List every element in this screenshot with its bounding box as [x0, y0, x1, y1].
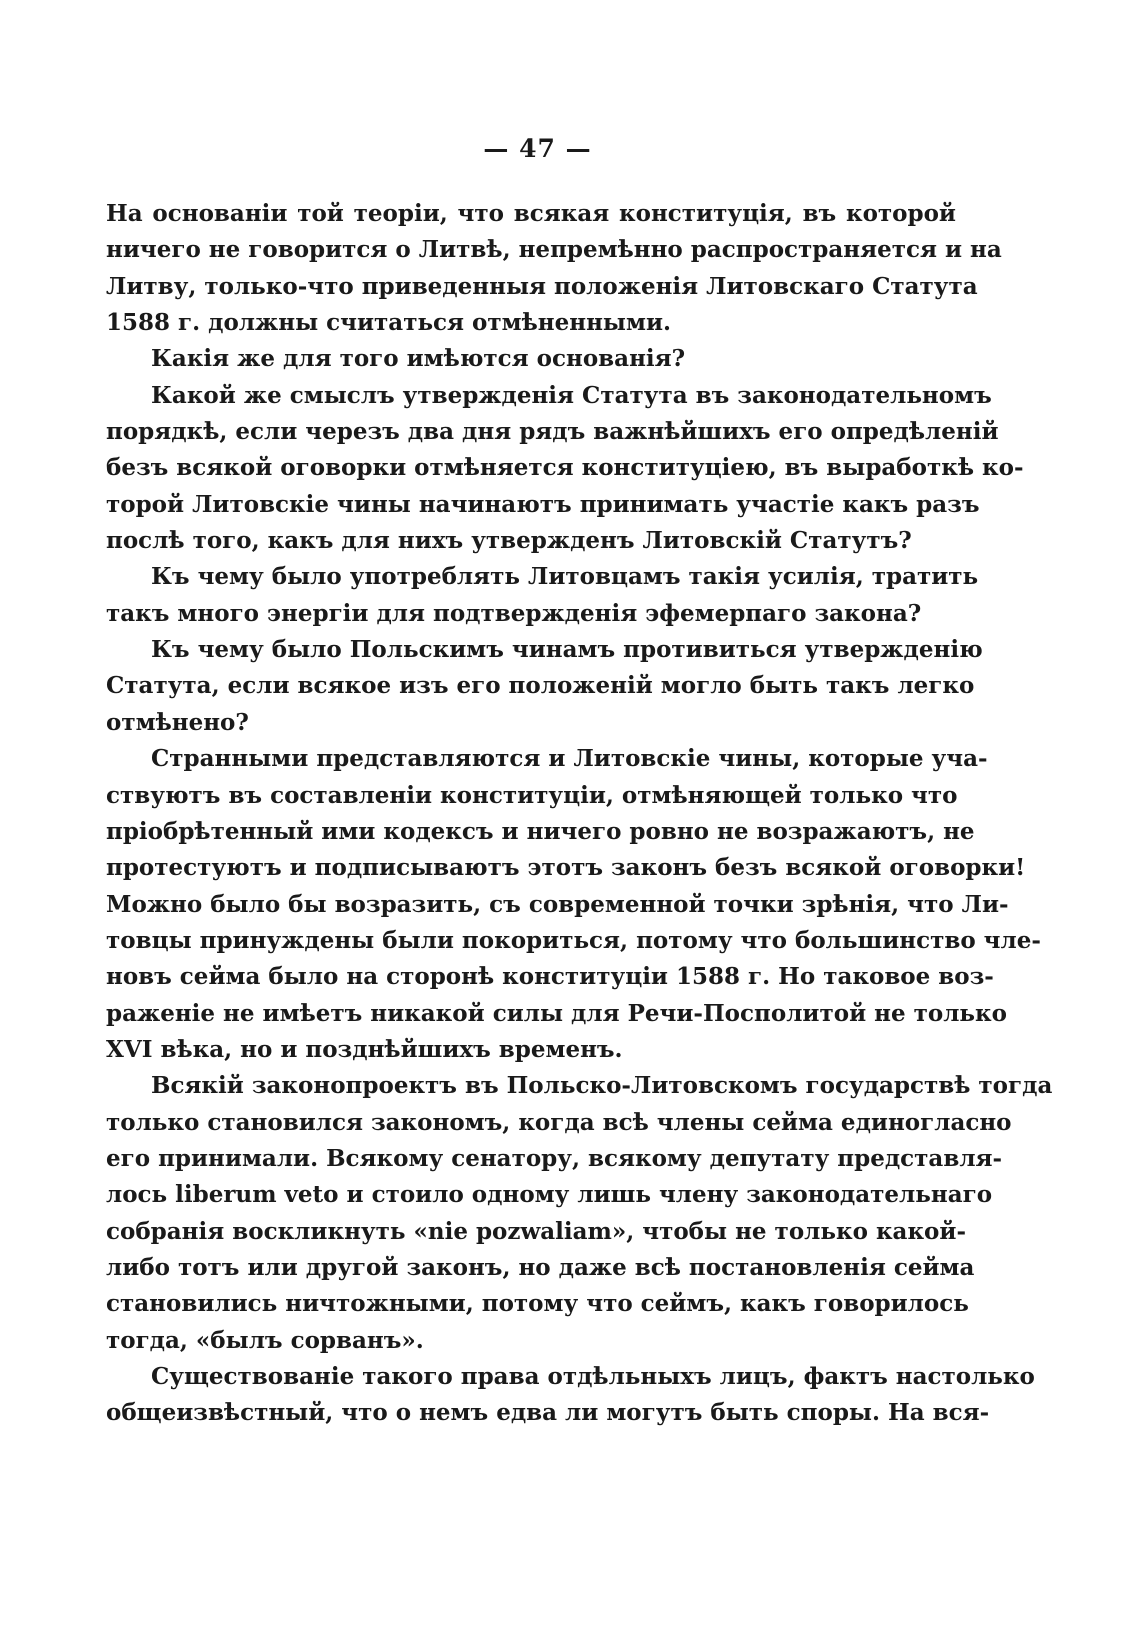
text-line: только становился закономъ, когда всѣ члены сейма единогласно [106, 1108, 1012, 1136]
text-line: протестуютъ и подписываютъ этотъ законъ безъ всякой оговорки! [106, 854, 1026, 882]
text-line: ничего не говорится о Литвѣ, непремѣнно распространяется и на [106, 236, 1002, 264]
text-line: 1588 г. должны считаться отмѣненными. [106, 309, 672, 337]
text-line: новъ сейма было на сторонѣ конституцiи 1588 г. Но таковое воз- [106, 963, 994, 991]
text-line: XVI вѣка, но и позднѣйшихъ временъ. [106, 1035, 623, 1063]
text-line: такъ много энергiи для подтвержденiя эфемерпаго закона? [106, 599, 922, 627]
text-line: Къ чему было Польскимъ чинамъ противиться утвержденiю [151, 636, 983, 664]
text-line: его принимали. Всякому сенатору, всякому депутату представля- [106, 1144, 1003, 1172]
text-line: отмѣнено? [106, 708, 249, 736]
text-line: собранiя воскликнуть «nie pozwaliam», чтобы не только какой- [106, 1217, 967, 1245]
text-line: Какой же смыслъ утвержденiя Статута въ законодательномъ [151, 381, 992, 409]
text-line: послѣ того, какъ для нихъ утвержденъ Литовскiй Статутъ? [106, 527, 912, 555]
text-line: Статута, если всякое изъ его положенiй могло быть такъ легко [106, 672, 975, 700]
text-line: Литву, только-что приведенныя положенiя Литовскаго Статута [106, 272, 978, 300]
text-line: Всякiй законопроектъ въ Польско-Литовскомъ государствѣ тогда [151, 1072, 1053, 1100]
text-line: тогда, «былъ сорванъ». [106, 1326, 424, 1354]
text-line: прiобрѣтенный ими кодексъ и ничего ровно не возражаютъ, не [106, 817, 975, 845]
page-number: — 47 — [483, 134, 592, 163]
text-line: безъ всякой оговорки отмѣняется конституцiею, въ выработкѣ ко- [106, 454, 1024, 482]
text-line: либо тотъ или другой законъ, но даже всѣ постановленiя сейма [106, 1253, 975, 1281]
text-line: товцы принуждены были покориться, потому что большинство чле- [106, 926, 1041, 954]
text-line: Существованiе такого права отдѣльныхъ лицъ, фактъ настолько [151, 1363, 1035, 1390]
text-line: торой Литовскiе чины начинаютъ принимать участiе какъ разъ [106, 490, 980, 518]
text-line: порядкѣ, если черезъ два дня рядъ важнѣйшихъ его опредѣленiй [106, 418, 999, 446]
text-line: Къ чему было употреблять Литовцамъ такiя усилiя, тратить [151, 563, 979, 591]
text-body [106, 196, 1053, 1432]
text-line: раженiе не имѣетъ никакой силы для Речи-Посполитой не только [106, 999, 1007, 1027]
text-line: Можно было бы возразить, съ современной точки зрѣнiя, что Ли- [106, 890, 1009, 918]
text-line: Какiя же для того имѣются основанiя? [151, 345, 686, 373]
text-line: ствуютъ въ составленiи конституцiи, отмѣняющей только что [106, 781, 958, 809]
text-line: Странными представляются и Литовскiе чины, которые уча- [151, 745, 988, 773]
text-line: становились ничтожными, потому что сеймъ, какъ говорилось [106, 1290, 969, 1318]
text-line: На основанiи той теорiи, что всякая конституцiя, въ которой [106, 200, 956, 227]
text-line: лось liberum veto и стоило одному лишь члену законодательнаго [106, 1181, 993, 1209]
text-line: общеизвѣстный, что о немъ едва ли могутъ быть споры. На вся- [106, 1399, 990, 1427]
